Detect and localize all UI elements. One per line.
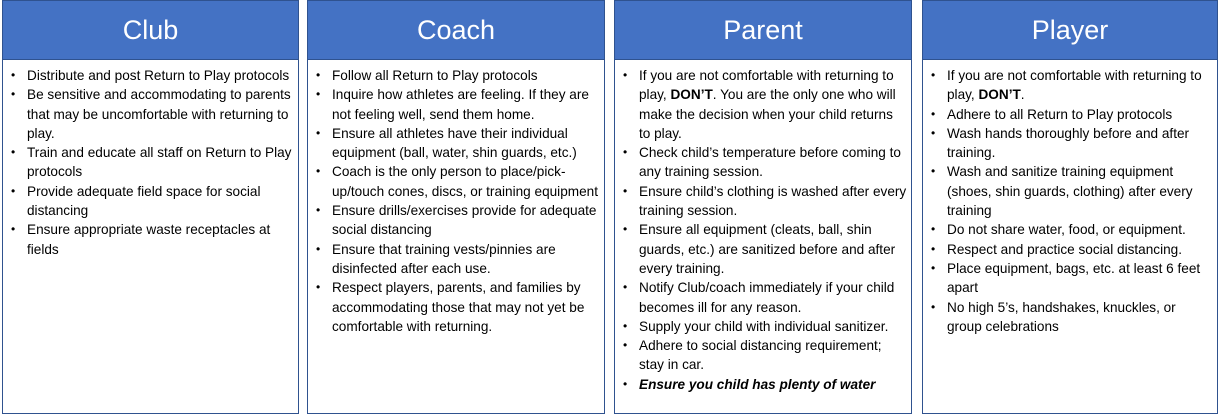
list-item: • Ensure all equipment (cleats, ball, shin guards, etc.) are sanitized before and after every training. [623, 222, 896, 276]
bullet-icon: • [931, 241, 936, 256]
bullet-icon: • [11, 183, 16, 198]
bullet-icon: • [316, 203, 321, 218]
parent-list [615, 60, 911, 394]
bullet-icon: • [316, 87, 321, 102]
club-column [2, 0, 299, 414]
list-item: • Follow all Return to Play protocols [314, 66, 600, 85]
club-list [3, 60, 298, 259]
bullet-icon: • [11, 68, 16, 82]
list-item: • Be sensitive and accommodating to parents that may be uncomfortable with returning to play. [11, 87, 291, 141]
bullet-icon: • [316, 280, 321, 295]
bullet-icon: • [931, 222, 936, 237]
bullet-icon: • [316, 164, 321, 179]
list-item: • Distribute and post Return to Play protocols [9, 66, 294, 85]
list-item: • Adhere to all Return to Play protocols [929, 105, 1213, 124]
bullet-icon: • [931, 164, 936, 179]
coach-list [308, 60, 604, 336]
list-item: • Supply your child with individual sanitizer. [621, 317, 907, 336]
bullet-icon: • [931, 68, 936, 82]
bullet-icon: • [623, 280, 628, 295]
list-item: • Wash and sanitize training equipment (shoes, shin guards, clothing) after every training [931, 164, 1193, 219]
bullet-icon: • [623, 318, 628, 333]
parent-body [614, 60, 912, 414]
list-item: • Respect players, parents, and families by accommodating those that may not yet be comfortable with returning. [316, 280, 585, 334]
list-item: • Coach is the only person to place/pick-up/touch cones, discs, or training equipment [316, 164, 598, 199]
list-item: • Wash hands thoroughly before and after training. [931, 125, 1190, 161]
list-item: • Inquire how athletes are feeling. If they are not feeling well, send them home. [316, 87, 589, 122]
list-item: • If you are not comfortable with returning to play, DON’T. You are the only one who will make the decision when your child returns to play. [623, 68, 896, 141]
player-header: Player [922, 0, 1218, 60]
list-item: • Notify Club/coach immediately if your child becomes ill for any reason. [623, 280, 895, 315]
list-item: • Ensure you child has plenty of water [621, 375, 907, 394]
bullet-icon: • [931, 299, 936, 314]
bullet-icon: • [931, 260, 936, 275]
list-item: • Respect and practice social distancing. [929, 240, 1213, 259]
bullet-icon: • [623, 183, 628, 198]
bullet-icon: • [623, 222, 628, 237]
bullet-icon: • [11, 145, 16, 160]
list-item: • If you are not comfortable with returning to play, DON’T. [931, 68, 1202, 103]
list-item: • No high 5’s, handshakes, knuckles, or group celebrations [931, 299, 1176, 334]
list-item: • Ensure all athletes have their individual equipment (ball, water, shin guards, etc.) [316, 125, 577, 161]
bullet-icon: • [931, 106, 936, 121]
bullet-icon: • [623, 376, 628, 391]
list-item: • Provide adequate field space for social distancing [11, 183, 261, 219]
bullet-icon: • [931, 125, 936, 140]
bullet-icon: • [316, 241, 321, 256]
coach-body [307, 60, 605, 414]
bullet-icon: • [316, 125, 321, 140]
club-body [2, 60, 299, 414]
list-item: • Ensure that training vests/pinnies are disinfected after each use. [316, 241, 556, 276]
player-list [923, 60, 1217, 336]
list-item: • Ensure appropriate waste receptacles at fields [11, 222, 271, 257]
list-item: • Place equipment, bags, etc. at least 6 feet apart [931, 260, 1201, 296]
player-body [922, 60, 1218, 414]
bullet-icon: • [11, 222, 16, 237]
bullet-icon: • [11, 87, 16, 102]
list-item: • Ensure drills/exercises provide for adequate social distancing [316, 203, 597, 238]
bullet-icon: • [623, 338, 628, 353]
bullet-icon: • [623, 68, 628, 82]
list-item: • Train and educate all staff on Return to Play protocols [11, 145, 292, 180]
club-header: Club [2, 0, 299, 60]
parent-header: Parent [614, 0, 912, 60]
parent-column [614, 0, 912, 414]
coach-header: Coach [307, 0, 605, 60]
list-item: • Do not share water, food, or equipment. [929, 220, 1213, 239]
player-column [922, 0, 1218, 414]
list-item: • Check child’s temperature before coming to any training session. [623, 145, 901, 180]
bullet-icon: • [623, 145, 628, 160]
list-item: • Adhere to social distancing requirement; stay in car. [623, 338, 882, 373]
bullet-icon: • [316, 68, 321, 82]
list-item: • Ensure child’s clothing is washed after every training session. [623, 183, 907, 219]
coach-column [307, 0, 605, 414]
